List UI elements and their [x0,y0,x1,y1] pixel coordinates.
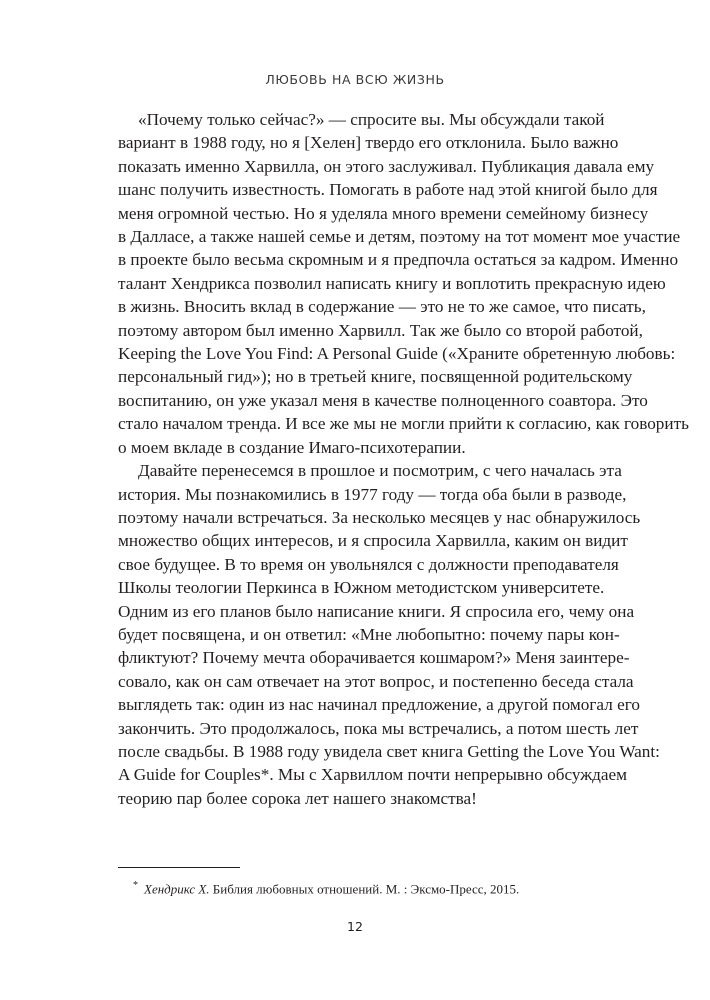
running-head: ЛЮБОВЬ НА ВСЮ ЖИЗНЬ [265,72,445,87]
text-line: теорию пар более сорока лет нашего знакомства! [118,788,477,808]
text-line: в жизнь. Вносить вклад в содержание — это не то же самое, что писать, [118,297,646,317]
text-line: совало, как он сам отвечает на этот вопрос, и постепенно беседа стала [118,671,634,691]
text-line: вариант в 1988 году, но я [Хелен] твердо его отклонила. Было важно [118,133,619,153]
text-line: свое будущее. В то время он увольнялся с должности преподавателя [118,554,619,574]
text-line: закончить. Это продолжалось, пока мы встречались, а потом шесть лет [118,718,639,738]
paragraph-1 [118,108,689,459]
footnote-text: Библия любовных отношений. М. : Эксмо-Пресс, 2015. [212,881,520,897]
text-line: талант Хендрикса позволил написать книгу и воплотить прекрасную идею [118,273,666,293]
text-line: «Почему только сейчас?» — спросите вы. Мы обсуждали такой [138,110,605,129]
text-line: меня огромной честью. Но я уделяла много времени семейному бизнесу [118,203,649,223]
text-line: Keeping the Love You Find: A Personal Guide («Храните обретенную любовь: [118,344,676,364]
text-line: Школы теологии Перкинса в Южном методистском университете. [118,578,605,598]
text-line: воспитанию, он уже указал меня в качестве полноценного соавтора. Это [118,390,648,410]
text-line: A Guide for Couples*. Мы с Харвиллом почти непрерывно обсуждаем [118,765,627,785]
text-line: Одним из его планов было написание книги. Я спросила его, чему она [118,601,635,621]
text-line: будет посвящена, и он ответил: «Мне любопытно: почему пары кон- [118,624,620,644]
text-line: фликтуют? Почему мечта оборачивается кошмаром?» Меня заинтере- [118,648,630,668]
page-number: 12 [347,919,363,934]
text-line: о моем вкладе в создание Имаго-психотерапии. [118,437,466,457]
text-line: показать именно Харвилла, он этого заслуживал. Публикация давала ему [118,156,655,176]
text-line: поэтому автором был именно Харвилл. Так же было со второй работой, [118,320,643,340]
text-line: выглядеть так: один из нас начинал предложение, а другой помогал его [118,695,640,715]
paragraph-2 [118,459,660,810]
text-line: в проекте было весьма скромным и я предпочла остаться за кадром. Именно [118,250,679,270]
text-line: множество общих интересов, и я спросила Харвилла, каким он видит [118,531,628,551]
text-line: персональный гид»); но в третьей книге, посвященной родительскому [118,367,633,387]
body-text [118,108,689,810]
text-line: шанс получить известность. Помогать в работе над этой книгой было для [118,180,658,200]
footnote-marker: * [133,880,138,891]
text-line: поэтому начали встречаться. За несколько месяцев у нас обнаружилось [118,507,641,527]
text-line: в Далласе, а также нашей семье и детям, поэтому на тот момент мое участие [118,227,681,247]
footnote [133,880,519,897]
text-line: стало началом тренда. И все же мы не могли прийти к согласию, как говорить [118,414,689,434]
footnote-author: Хендрикс Х. [144,881,210,897]
text-line: история. Мы познакомились в 1977 году — тогда оба были в разводе, [118,484,627,504]
footnote-divider [118,867,240,868]
text-line: Давайте перенесемся в прошлое и посмотрим, с чего началась эта [138,461,622,481]
text-line: после свадьбы. В 1988 году увидела свет книга Getting the Love You Want: [118,741,660,761]
